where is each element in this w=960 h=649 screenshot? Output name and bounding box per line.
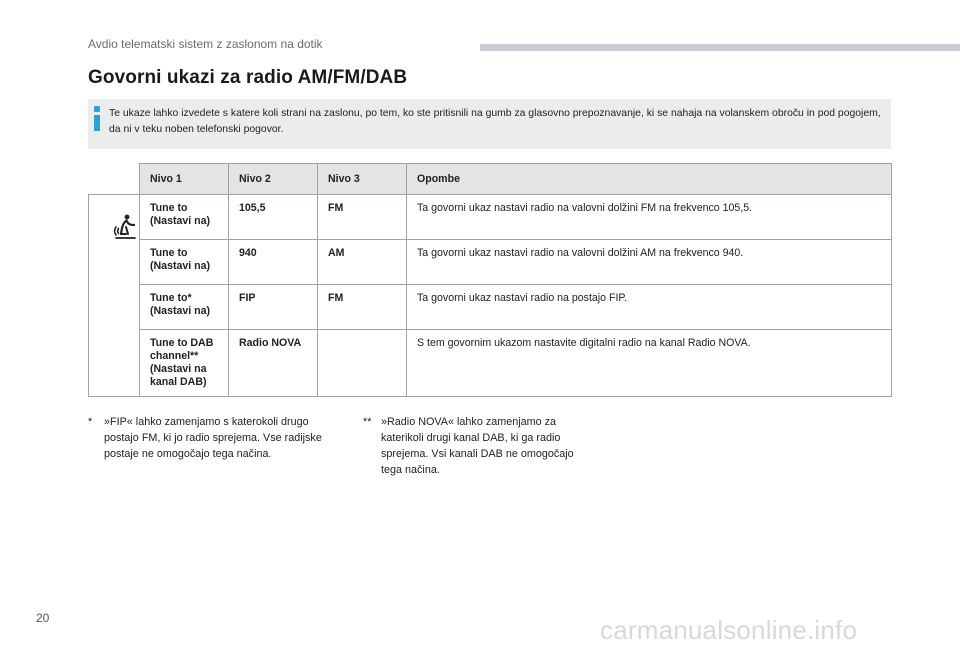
cell-level3: FM [318, 285, 407, 330]
page-title: Govorni ukazi za radio AM/FM/DAB [88, 67, 408, 88]
cell-note: Ta govorni ukaz nastavi radio na valovni dolžini AM na frekvenco 940. [407, 240, 892, 285]
info-box [88, 99, 891, 149]
column-header-level1: Nivo 1 [140, 164, 229, 195]
cell-note: Ta govorni ukaz nastavi radio na valovni dolžini FM na frekvenco 105,5. [407, 195, 892, 240]
info-text: Te ukaze lahko izvedete s katere koli strani na zaslonu, po tem, ko ste pritisnili na gumb za glasovno prepoznavanje, ki se nahaja na volanskem obroču in pod pogojem, da ni v teku noben telefonski pogovor. [109, 108, 881, 135]
header-rule [480, 44, 960, 51]
cell-level3: FM [318, 195, 407, 240]
column-header-level2: Nivo 2 [229, 164, 318, 195]
voice-icon-cell [89, 195, 140, 397]
voice-command-icon [113, 214, 137, 240]
cell-level3 [318, 330, 407, 397]
cell-level2: Radio NOVA [229, 330, 318, 397]
footnote-mark: ** [363, 416, 372, 428]
table-header-icon-column [89, 164, 140, 195]
footnote-mark: * [88, 416, 93, 428]
footnote-text: »Radio NOVA« lahko zamenjamo za katerikoli drugi kanal DAB, ki ga radio sprejema. Vsi kanali DAB ne omogočajo tega načina. [381, 416, 574, 476]
cell-level1: Tune to (Nastavi na) [140, 195, 229, 240]
cell-level2: FIP [229, 285, 318, 330]
table-row [89, 195, 892, 240]
cell-level1: Tune to* (Nastavi na) [140, 285, 229, 330]
cell-level2: 105,5 [229, 195, 318, 240]
voice-commands-table [88, 163, 892, 397]
table-row [89, 240, 892, 285]
cell-note: Ta govorni ukaz nastavi radio na postajo FIP. [407, 285, 892, 330]
cell-level1: Tune to (Nastavi na) [140, 240, 229, 285]
table-row [89, 285, 892, 330]
watermark: carmanualsonline.info [600, 615, 858, 645]
cell-level2: 940 [229, 240, 318, 285]
column-header-notes: Opombe [407, 164, 892, 195]
cell-note: S tem govornim ukazom nastavite digitalni radio na kanal Radio NOVA. [407, 330, 892, 397]
page-number: 20 [36, 611, 50, 625]
table-row [89, 330, 892, 397]
info-icon [93, 106, 101, 140]
cell-level1: Tune to DAB channel** (Nastavi na kanal DAB) [140, 330, 229, 397]
footnote-text: »FIP« lahko zamenjamo s katerokoli drugo postajo FM, ki jo radio sprejema. Vse radijske postaje ne omogočajo tega načina. [104, 416, 322, 460]
running-head: Avdio telematski sistem z zaslonom na dotik [88, 37, 323, 51]
table-header-row [89, 164, 892, 195]
column-header-level3: Nivo 3 [318, 164, 407, 195]
cell-level3: AM [318, 240, 407, 285]
